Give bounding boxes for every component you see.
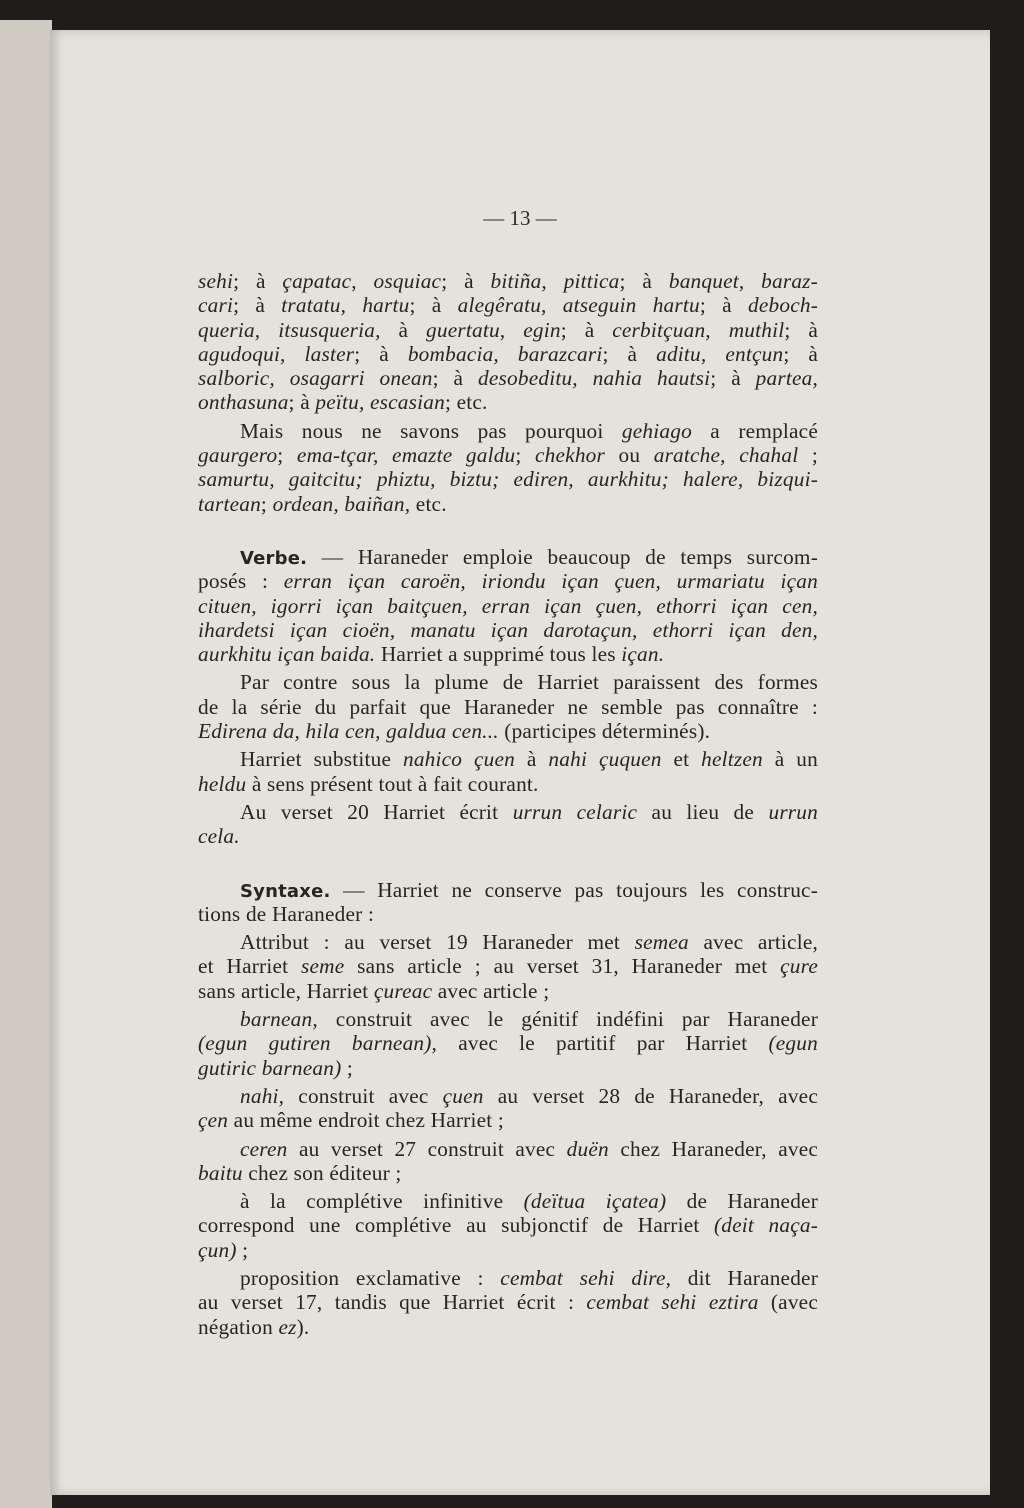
text-run: proposition exclamative : bbox=[240, 1265, 501, 1290]
text-line bbox=[198, 545, 818, 569]
text-line bbox=[198, 1137, 818, 1161]
italic-text: cari bbox=[198, 293, 234, 318]
italic-text: urrun bbox=[768, 799, 818, 824]
italic-text: nahi çuquen bbox=[548, 747, 662, 772]
text-run: (participes déterminés). bbox=[498, 719, 711, 744]
italic-text: heltzen bbox=[701, 747, 763, 772]
paragraph bbox=[198, 800, 818, 849]
italic-text: ihardetsi içan cioën, manatu içan darotaçun, ethorri içan den, bbox=[198, 617, 818, 642]
text-run: de la série du parfait que Haraneder ne semble pas connaître : bbox=[198, 694, 818, 719]
paragraph bbox=[198, 1266, 818, 1339]
facing-page-edge bbox=[0, 20, 52, 1508]
text-run: et Harriet bbox=[198, 954, 301, 979]
text-run: posés : bbox=[198, 569, 284, 594]
italic-text: guertatu, egin bbox=[426, 317, 561, 342]
italic-text: gutiric barnean) bbox=[198, 1055, 342, 1080]
text-line bbox=[198, 1315, 818, 1339]
text-run: ; à bbox=[560, 317, 613, 342]
italic-text: desobeditu, nahia hautsi bbox=[478, 366, 711, 391]
italic-text: ema-tçar, emazte galdu bbox=[296, 443, 516, 468]
text-run: avec article ; bbox=[432, 978, 550, 1003]
paragraph bbox=[198, 269, 818, 415]
italic-text: içan. bbox=[621, 642, 665, 667]
italic-text: ordean, baiñan, bbox=[272, 491, 411, 516]
italic-text: aurkhitu içan baida. bbox=[198, 642, 376, 667]
italic-text: cerbitçuan, muthil bbox=[612, 317, 785, 342]
text-line bbox=[198, 1108, 818, 1132]
text-run: ; à bbox=[233, 269, 283, 293]
text-run: tions de Haraneder : bbox=[198, 901, 375, 926]
text-run: ; bbox=[236, 1237, 249, 1262]
italic-text: queria, itsusqueria, bbox=[198, 317, 381, 342]
text-run: au verset 17, tandis que Harriet écrit : bbox=[198, 1290, 587, 1315]
text-run: construit avec bbox=[284, 1083, 443, 1108]
text-run: ; etc. bbox=[444, 390, 488, 415]
section-paragraph bbox=[198, 878, 818, 927]
text-line bbox=[198, 467, 818, 491]
italic-text: cembat sehi dire, bbox=[500, 1265, 672, 1290]
italic-text: duën bbox=[566, 1136, 609, 1161]
italic-text: ez bbox=[278, 1314, 297, 1339]
text-run: construit avec le génitif indéfini par Haraneder bbox=[317, 1007, 818, 1032]
text-line bbox=[198, 930, 818, 954]
text-line bbox=[198, 1161, 818, 1185]
italic-text: erran içan caroën, iriondu içan çuen, urmariatu içan bbox=[283, 569, 818, 594]
italic-text: cela. bbox=[198, 824, 240, 849]
section-heading: Syntaxe. bbox=[240, 880, 331, 902]
text-run: Harriet a supprimé tous les bbox=[375, 642, 622, 667]
text-run: — Haraneder emploie beaucoup de temps surcom- bbox=[307, 544, 818, 569]
text-run: de Haraneder bbox=[666, 1189, 818, 1214]
text-run: à un bbox=[762, 747, 818, 772]
text-run: Attribut : au verset 19 Haraneder met bbox=[240, 930, 635, 955]
text-run: à la complétive infinitive bbox=[240, 1189, 524, 1214]
italic-text: seme bbox=[300, 954, 345, 979]
text-line bbox=[198, 979, 818, 1003]
text-line bbox=[198, 269, 818, 293]
text-run: ; à bbox=[409, 293, 458, 318]
text-line bbox=[198, 902, 818, 926]
text-line bbox=[198, 824, 818, 848]
text-run: ; à bbox=[619, 269, 669, 293]
italic-text: gaurgero bbox=[198, 443, 278, 468]
text-run: à bbox=[380, 317, 427, 342]
text-run: à bbox=[515, 747, 549, 772]
paragraph bbox=[198, 1137, 818, 1186]
text-run: ; bbox=[798, 443, 818, 468]
italic-text: çure bbox=[780, 954, 818, 979]
text-run: ; à bbox=[602, 341, 657, 366]
italic-text: heldu bbox=[198, 771, 247, 796]
text-run: ; à bbox=[784, 317, 818, 342]
text-run: ; bbox=[515, 443, 536, 468]
italic-text: tratatu, hartu bbox=[281, 293, 410, 318]
text-run: au verset 27 construit avec bbox=[287, 1136, 567, 1161]
italic-text: çapatac bbox=[282, 269, 352, 293]
text-run: ; à bbox=[710, 366, 756, 391]
text-run: ; à bbox=[441, 269, 491, 293]
text-line bbox=[198, 594, 818, 618]
text-run: chez son éditeur ; bbox=[242, 1160, 402, 1185]
text-run: a remplacé bbox=[691, 418, 818, 443]
text-run: etc. bbox=[410, 491, 447, 516]
italic-text: cembat sehi eztira bbox=[586, 1290, 759, 1315]
italic-text: baitu bbox=[198, 1160, 243, 1185]
text-run: avec le partitif par Harriet bbox=[437, 1031, 769, 1056]
paragraph bbox=[198, 930, 818, 1003]
italic-text: banquet, baraz- bbox=[668, 269, 818, 293]
text-line bbox=[198, 1031, 818, 1055]
text-line bbox=[198, 419, 818, 443]
text-line bbox=[198, 1290, 818, 1314]
text-run: ou bbox=[605, 443, 654, 468]
text-run: ; bbox=[341, 1055, 354, 1080]
section-paragraph bbox=[198, 545, 818, 666]
italic-text: nahi, bbox=[240, 1083, 285, 1108]
text-run: correspond une complétive au subjonctif de Harriet bbox=[198, 1213, 714, 1238]
italic-text: (egun gutiren barnean), bbox=[198, 1031, 438, 1056]
italic-text: ceren bbox=[240, 1136, 288, 1161]
italic-text: salboric, osagarri onean bbox=[198, 366, 433, 391]
paragraph bbox=[198, 1007, 818, 1080]
text-column bbox=[198, 265, 818, 1339]
text-run: (avec bbox=[758, 1290, 818, 1315]
text-line bbox=[198, 695, 818, 719]
text-run: ; à bbox=[432, 366, 479, 391]
text-run: Harriet substitue bbox=[240, 747, 403, 772]
italic-text: çuen bbox=[442, 1083, 484, 1108]
italic-text: cituen, igorri içan baitçuen, erran içan çuen, ethorri içan cen, bbox=[198, 593, 818, 618]
text-run: ). bbox=[296, 1314, 310, 1339]
italic-text: sehi bbox=[198, 269, 234, 293]
text-run: , bbox=[351, 269, 374, 293]
text-run: sans article ; au verset 31, Haraneder met bbox=[344, 954, 781, 979]
italic-text: agudoqui, laster bbox=[198, 341, 355, 366]
text-run: négation bbox=[198, 1314, 279, 1339]
text-run: au verset 28 de Haraneder, avec bbox=[483, 1083, 818, 1108]
text-run: — Harriet ne conserve pas toujours les construc- bbox=[330, 877, 818, 902]
italic-text: çun) bbox=[198, 1237, 237, 1262]
italic-text: bombacia, barazcari bbox=[407, 341, 603, 366]
text-run: Par contre sous la plume de Harriet paraissent des formes bbox=[240, 670, 818, 695]
text-line bbox=[198, 342, 818, 366]
paragraph bbox=[198, 419, 818, 516]
text-line bbox=[198, 443, 818, 467]
text-line bbox=[198, 366, 818, 390]
text-run: avec article, bbox=[688, 930, 818, 955]
text-line bbox=[198, 954, 818, 978]
text-line bbox=[198, 1189, 818, 1213]
text-line bbox=[198, 1238, 818, 1262]
italic-text: aratche, chahal bbox=[653, 443, 799, 468]
book-page bbox=[50, 30, 990, 1495]
paragraph bbox=[198, 747, 818, 796]
text-line bbox=[198, 772, 818, 796]
paragraph bbox=[198, 1084, 818, 1133]
text-run: ; à bbox=[699, 293, 749, 318]
italic-text: (deïtua içatea) bbox=[523, 1189, 667, 1214]
text-line bbox=[198, 569, 818, 593]
text-run: Mais nous ne savons pas pourquoi bbox=[240, 418, 622, 443]
italic-text: (egun bbox=[768, 1031, 818, 1056]
text-run: Au verset 20 Harriet écrit bbox=[240, 799, 513, 824]
paragraph bbox=[198, 670, 818, 743]
text-line bbox=[198, 670, 818, 694]
text-run: et bbox=[661, 747, 702, 772]
italic-text: urrun celaric bbox=[512, 799, 638, 824]
italic-text: (deit naça- bbox=[713, 1213, 819, 1238]
text-run: ; bbox=[277, 443, 297, 468]
italic-text: gehiago bbox=[621, 418, 692, 443]
text-line bbox=[198, 492, 818, 516]
text-run: à sens présent tout à fait courant. bbox=[246, 771, 539, 796]
italic-text: çureac bbox=[373, 978, 433, 1003]
italic-text: alegêratu, atseguin hartu bbox=[457, 293, 700, 318]
text-line bbox=[198, 719, 818, 743]
italic-text: bitiña, pittica bbox=[490, 269, 620, 293]
italic-text: semea bbox=[634, 930, 689, 955]
section-heading: Verbe. bbox=[240, 547, 308, 569]
text-run: ; bbox=[260, 491, 273, 516]
text-line bbox=[198, 747, 818, 771]
italic-text: partea, bbox=[755, 366, 818, 391]
italic-text: osquiac bbox=[373, 269, 442, 293]
text-line bbox=[198, 1056, 818, 1080]
text-line bbox=[198, 642, 818, 666]
text-run: ; à bbox=[354, 341, 408, 366]
text-line bbox=[198, 1084, 818, 1108]
text-line bbox=[198, 293, 818, 317]
text-run: ; à bbox=[233, 293, 282, 318]
paragraph bbox=[198, 1189, 818, 1262]
text-line bbox=[198, 1213, 818, 1237]
text-line bbox=[198, 1007, 818, 1031]
italic-text: peïtu, escasian bbox=[315, 390, 445, 415]
text-run: au même endroit chez Harriet ; bbox=[228, 1108, 504, 1133]
text-run: sans article, Harriet bbox=[198, 978, 374, 1003]
italic-text: chekhor bbox=[535, 443, 606, 468]
italic-text: barnean, bbox=[240, 1007, 318, 1032]
text-line bbox=[198, 390, 818, 414]
text-line bbox=[198, 878, 818, 902]
text-run: au lieu de bbox=[637, 799, 769, 824]
page-number: — 13 — bbox=[483, 206, 557, 230]
italic-text: nahico çuen bbox=[402, 747, 516, 772]
italic-text: onthasuna bbox=[198, 390, 289, 415]
italic-text: deboch- bbox=[748, 293, 819, 318]
italic-text: samurtu, gaitcitu; phiztu, biztu; ediren, aurkhitu; halere, bizqui- bbox=[198, 467, 818, 492]
italic-text: Edirena da, hila cen, galdua cen... bbox=[198, 719, 499, 744]
text-line bbox=[198, 800, 818, 824]
text-run: ; à bbox=[288, 390, 316, 415]
text-line bbox=[198, 618, 818, 642]
text-run: dit Haraneder bbox=[671, 1265, 818, 1290]
italic-text: aditu, entçun bbox=[656, 341, 784, 366]
text-line bbox=[198, 1266, 818, 1290]
text-run: ; à bbox=[783, 341, 818, 366]
text-run: chez Haraneder, avec bbox=[608, 1136, 819, 1161]
text-line bbox=[198, 318, 818, 342]
italic-text: tartean bbox=[198, 491, 261, 516]
italic-text: çen bbox=[198, 1108, 229, 1133]
